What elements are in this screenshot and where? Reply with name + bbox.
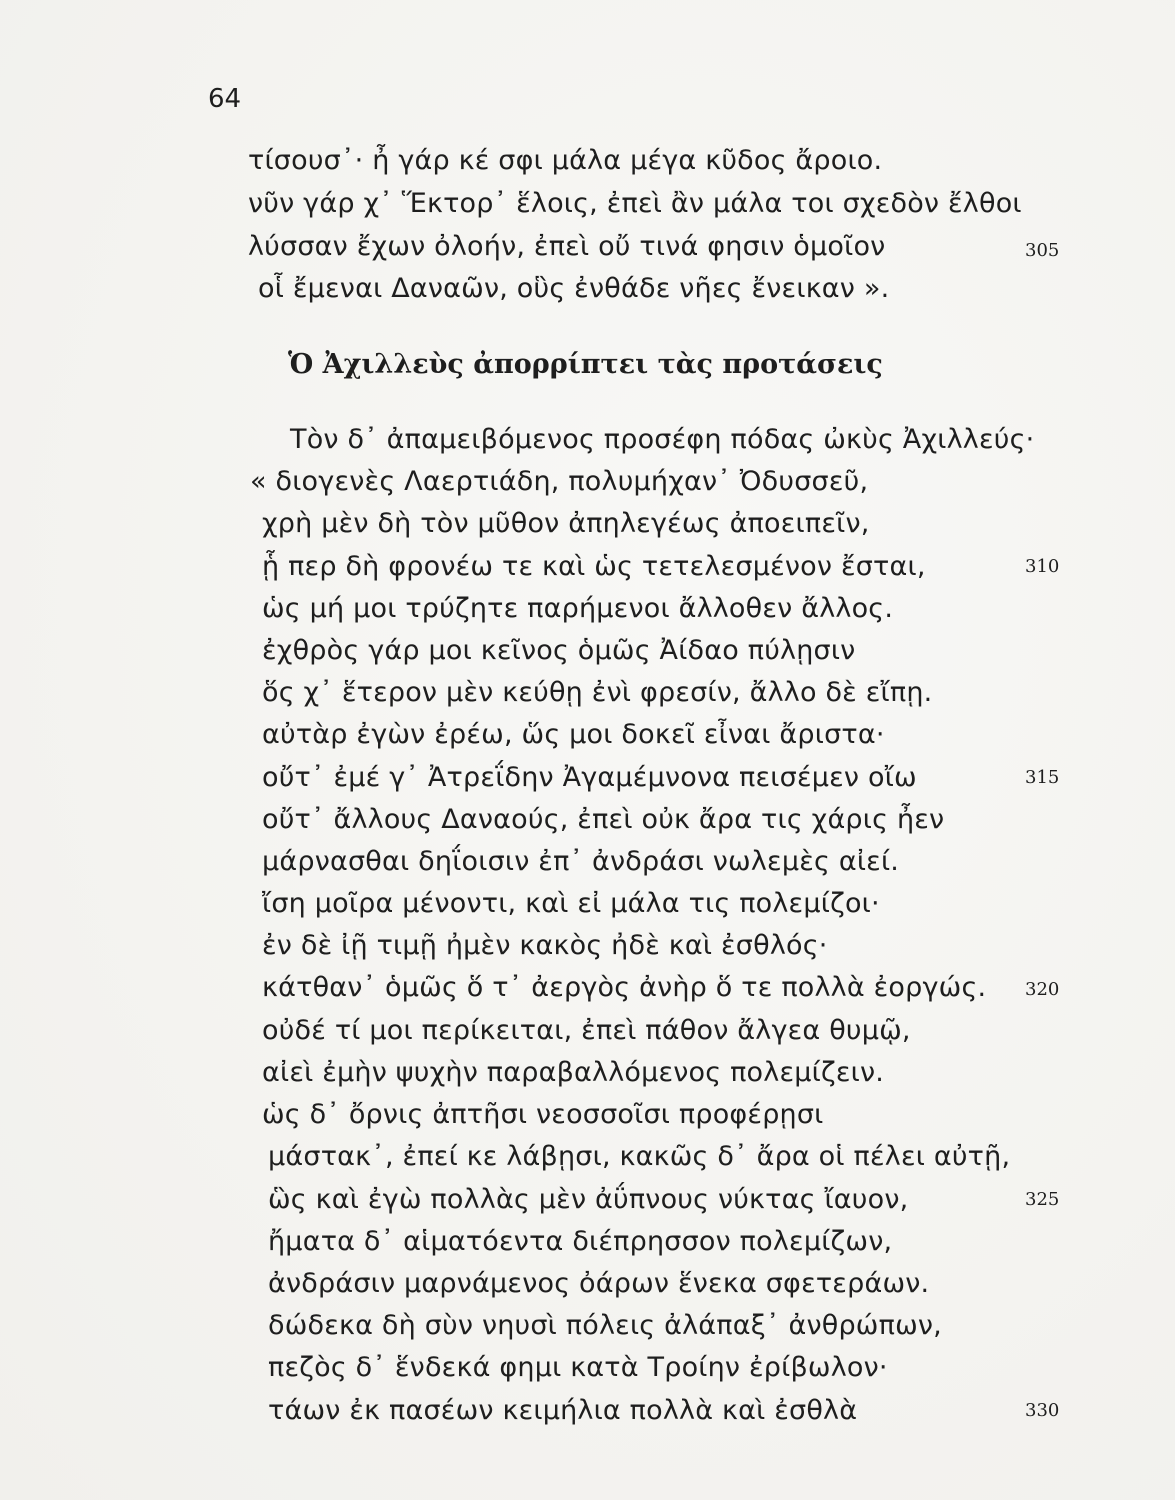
- verse-line: οὔτ᾽ ἐμέ γ᾽ Ἀτρεΐδην Ἀγαμέμνονα πεισέμεν οἴω: [262, 762, 917, 793]
- verse-line: αὐτὰρ ἐγὼν ἐρέω, ὥς μοι δοκεῖ εἶναι ἄριστα·: [262, 719, 885, 750]
- verse-line: ἐν δὲ ἰῇ τιμῇ ἠμὲν κακὸς ἠδὲ καὶ ἐσθλός·: [262, 930, 828, 961]
- verse-line: ἴση μοῖρα μένοντι, καὶ εἰ μάλα τις πολεμίζοι·: [262, 888, 880, 919]
- line-number: 320: [1025, 979, 1060, 1000]
- verse-line: δώδεκα δὴ σὺν νηυσὶ πόλεις ἀλάπαξ᾽ ἀνθρώπων,: [268, 1310, 942, 1341]
- verse-line: ὣς καὶ ἐγὼ πολλὰς μὲν ἀΰπνους νύκτας ἴαυον,: [268, 1184, 909, 1215]
- verse-line: χρὴ μὲν δὴ τὸν μῦθον ἀπηλεγέως ἀποειπεῖν,: [262, 508, 870, 539]
- verse-line: κάτθαν᾽ ὁμῶς ὅ τ᾽ ἀεργὸς ἀνὴρ ὅ τε πολλὰ ἐοργώς.: [262, 972, 987, 1003]
- verse-line: οὐδέ τί μοι περίκειται, ἐπεὶ πάθον ἄλγεα θυμῷ,: [262, 1015, 911, 1046]
- verse-line: « διογενὲς Λαερτιάδη, πολυμήχαν᾽ Ὀδυσσεῦ,: [250, 466, 869, 497]
- page-number: 64: [208, 84, 242, 114]
- verse-line: Τὸν δ᾽ ἀπαμειβόμενος προσέφη πόδας ὠκὺς Ἀχιλλεύς·: [290, 424, 1035, 455]
- verse-line: ὅς χ᾽ ἕτερον μὲν κεύθῃ ἐνὶ φρεσίν, ἄλλο δὲ εἴπῃ.: [262, 677, 933, 708]
- section-heading: Ὁ Ἀχιλλεὺς ἀπορρίπτει τὰς προτάσεις: [288, 349, 883, 380]
- verse-line: αἰεὶ ἐμὴν ψυχὴν παραβαλλόμενος πολεμίζειν.: [262, 1057, 885, 1088]
- verse-line: οἷ ἔμεναι Δαναῶν, οὓς ἐνθάδε νῆες ἔνεικαν ».: [258, 273, 890, 304]
- line-number: 315: [1025, 767, 1060, 788]
- line-number: 330: [1025, 1400, 1060, 1421]
- verse-line: ὡς δ᾽ ὄρνις ἀπτῆσι νεοσσοῖσι προφέρῃσι: [262, 1099, 824, 1130]
- verse-line: οὔτ᾽ ἄλλους Δαναούς, ἐπεὶ οὐκ ἄρα τις χάρις ἦεν: [262, 804, 945, 835]
- line-number: 325: [1025, 1189, 1060, 1210]
- verse-line: ἤματα δ᾽ αἱματόεντα διέπρησσον πολεμίζων,: [268, 1226, 893, 1257]
- verse-line: τάων ἐκ πασέων κειμήλια πολλὰ καὶ ἐσθλὰ: [268, 1395, 858, 1426]
- verse-line: ἀνδράσιν μαρνάμενος ὀάρων ἕνεκα σφετεράων.: [268, 1268, 930, 1299]
- verse-line: μάρνασθαι δηΐοισιν ἐπ᾽ ἀνδράσι νωλεμὲς αἰεί.: [262, 846, 900, 877]
- verse-line: πεζὸς δ᾽ ἕνδεκά φημι κατὰ Τροίην ἐρίβωλον·: [268, 1352, 888, 1383]
- line-number: 305: [1025, 240, 1060, 261]
- verse-line: ἐχθρὸς γάρ μοι κεῖνος ὁμῶς Ἀίδαο πύλῃσιν: [262, 635, 856, 666]
- verse-line: νῦν γάρ χ᾽ Ἕκτορ᾽ ἕλοις, ἐπεὶ ἂν μάλα τοι σχεδὸν ἔλθοι: [248, 188, 1022, 219]
- verse-line: ὡς μή μοι τρύζητε παρήμενοι ἄλλοθεν ἄλλος.: [262, 593, 894, 624]
- verse-line: τίσουσ᾽· ἦ γάρ κέ σφι μάλα μέγα κῦδος ἄροιο.: [248, 145, 883, 176]
- verse-line: λύσσαν ἔχων ὀλοήν, ἐπεὶ οὔ τινά φησιν ὁμοῖον: [248, 231, 886, 262]
- verse-line: ᾗ περ δὴ φρονέω τε καὶ ὡς τετελεσμένον ἔσται,: [262, 551, 926, 582]
- verse-line: μάστακ᾽, ἐπεί κε λάβῃσι, κακῶς δ᾽ ἄρα οἱ πέλει αὐτῇ,: [268, 1141, 1011, 1172]
- line-number: 310: [1025, 556, 1060, 577]
